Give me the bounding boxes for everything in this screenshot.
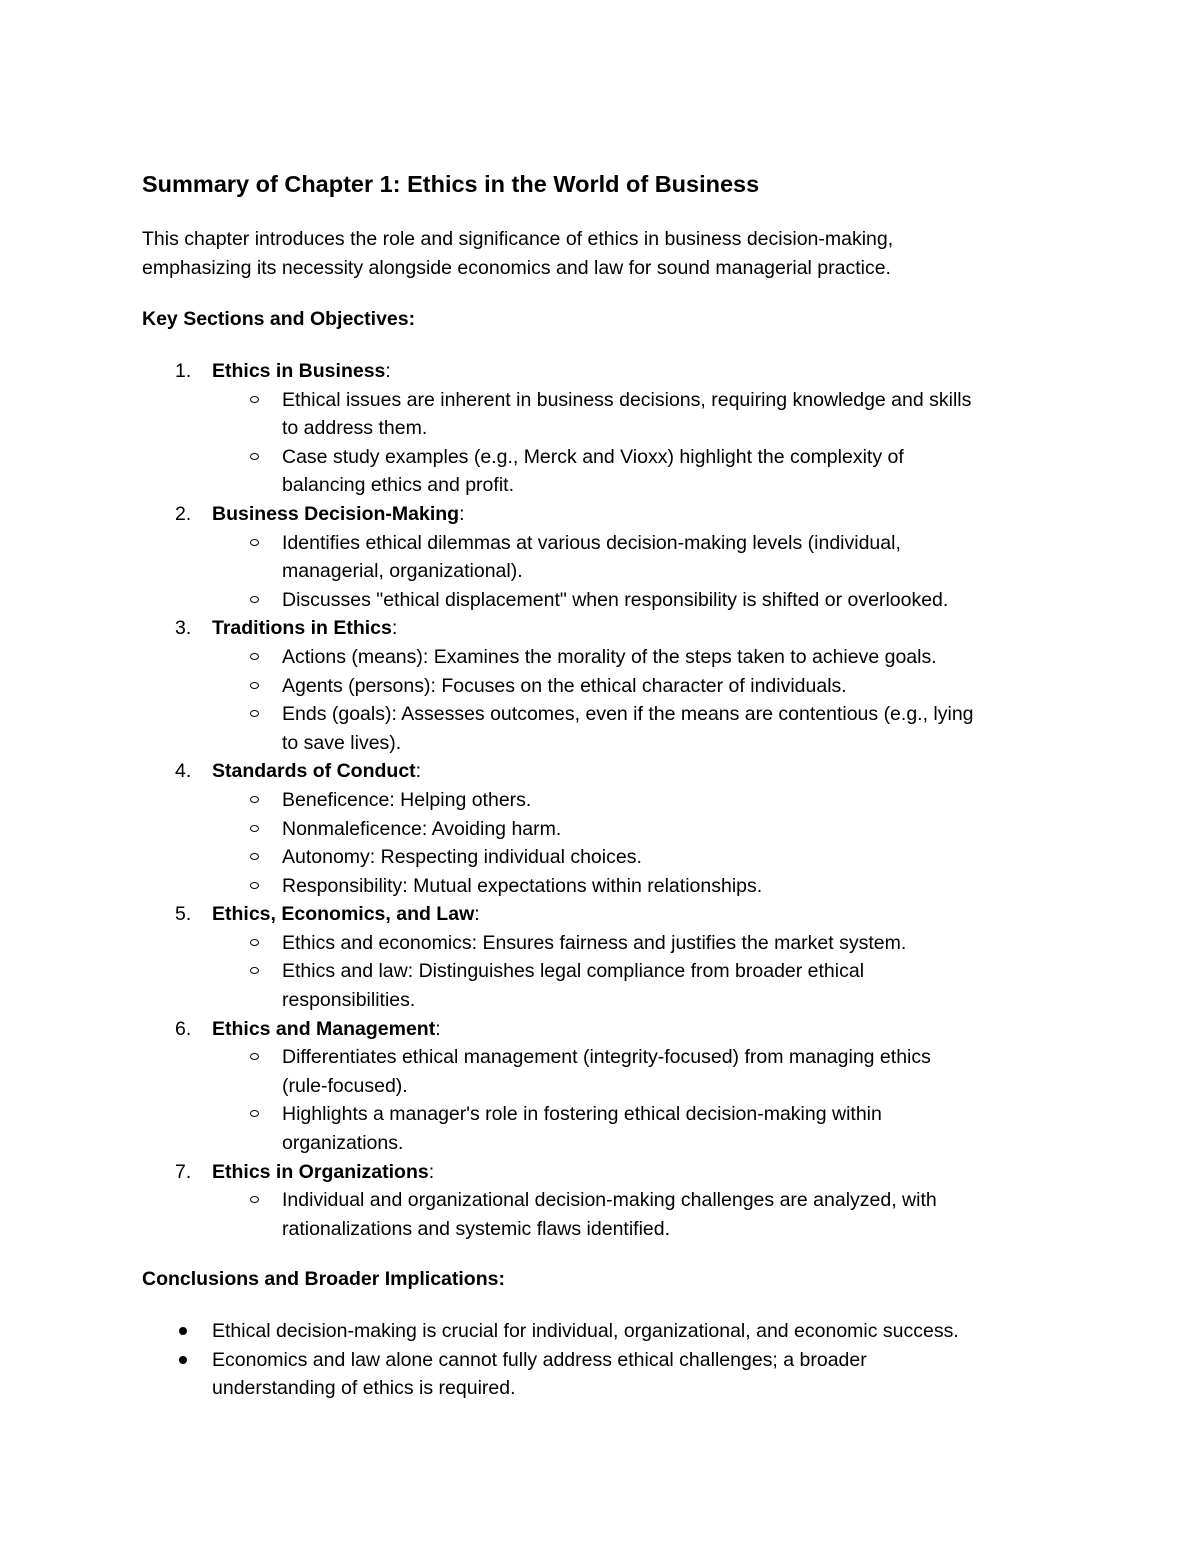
section-heading <box>212 357 1072 386</box>
hollow-circle-bullet-icon <box>250 682 259 689</box>
sub-bullet-text: Identifies ethical dilemmas at various decision-making levels (individual, <box>282 531 901 554</box>
sub-bullet-text: managerial, organizational). <box>282 560 523 583</box>
intro-line: This chapter introduces the role and significance of ethics in business decision-making, <box>142 228 894 250</box>
section-title: Business Decision-Making <box>212 502 460 525</box>
sub-bullet-item <box>142 815 1072 844</box>
sub-bullet-text: Differentiates ethical management (integrity-focused) from managing ethics <box>282 1046 931 1069</box>
sub-bullet-item <box>142 700 1072 757</box>
filled-circle-bullet-icon <box>179 1356 187 1364</box>
sub-bullet-item <box>142 386 1072 443</box>
conclusions-heading: Conclusions and Broader Implications: <box>142 1268 505 1290</box>
section-title: Ethics and Management <box>212 1017 436 1040</box>
hollow-circle-bullet-icon <box>250 939 259 946</box>
section-heading <box>212 757 1072 786</box>
sub-bullet-item <box>142 872 1072 901</box>
section-item <box>142 500 1072 614</box>
sub-bullet-item <box>142 957 1072 1014</box>
hollow-circle-bullet-icon <box>250 967 259 974</box>
hollow-circle-bullet-icon <box>250 853 259 860</box>
hollow-circle-bullet-icon <box>250 1196 259 1203</box>
section-title: Ethics in Organizations <box>212 1160 429 1183</box>
sub-bullet-text: Ethics and law: Distinguishes legal compliance from broader ethical <box>282 960 865 983</box>
section-colon: : <box>474 903 480 926</box>
sub-bullet-item <box>142 843 1072 872</box>
hollow-circle-bullet-icon <box>250 710 259 717</box>
conclusion-text: understanding of ethics is required. <box>212 1377 516 1400</box>
sub-bullet-text: Ends (goals): Assesses outcomes, even if the means are contentious (e.g., lying <box>282 703 974 726</box>
section-number: 5. <box>175 903 192 926</box>
sub-bullet-text: Discusses "ethical displacement" when responsibility is shifted or overlooked. <box>282 588 949 611</box>
section-item <box>142 900 1072 1014</box>
sub-bullet-text: Agents (persons): Focuses on the ethical character of individuals. <box>282 674 847 697</box>
section-item <box>142 1015 1072 1158</box>
sub-bullet-item <box>142 1186 1072 1243</box>
section-item <box>142 357 1072 500</box>
sections-list <box>142 357 1072 1243</box>
sub-bullet-text: (rule-focused). <box>282 1074 408 1097</box>
hollow-circle-bullet-icon <box>250 453 259 460</box>
hollow-circle-bullet-icon <box>250 653 259 660</box>
hollow-circle-bullet-icon <box>250 825 259 832</box>
section-title: Ethics, Economics, and Law <box>212 903 475 926</box>
hollow-circle-bullet-icon <box>250 1053 259 1060</box>
sub-bullet-item <box>142 586 1072 615</box>
sub-bullet-text: to save lives). <box>282 731 402 754</box>
section-colon: : <box>385 360 391 382</box>
conclusions-list <box>142 1317 1072 1403</box>
intro-paragraph <box>142 225 1042 283</box>
sub-bullet-text: Actions (means): Examines the morality of the steps taken to achieve goals. <box>282 645 937 668</box>
section-colon: : <box>435 1017 441 1040</box>
section-colon: : <box>428 1160 435 1183</box>
section-number: 2. <box>175 502 192 525</box>
section-title: Ethics in Business <box>212 360 386 382</box>
sub-bullet-text: Ethical issues are inherent in business decisions, requiring knowledge and skills <box>282 388 972 411</box>
sub-bullet-text: Ethics and economics: Ensures fairness and justifies the market system. <box>282 931 907 954</box>
filled-circle-bullet-icon <box>179 1327 187 1335</box>
section-heading <box>212 614 1072 643</box>
sub-bullet-item <box>142 529 1072 586</box>
sub-bullet-text: Case study examples (e.g., Merck and Vioxx) highlight the complexity of <box>282 445 904 468</box>
sub-bullet-text: Beneficence: Helping others. <box>282 788 532 811</box>
sub-bullet-item <box>142 672 1072 701</box>
sub-bullet-text: organizations. <box>282 1132 404 1155</box>
conclusion-item <box>142 1317 1072 1346</box>
conclusion-text: Economics and law alone cannot fully address ethical challenges; a broader <box>212 1348 867 1371</box>
sub-bullet-item <box>142 786 1072 815</box>
key-sections-heading: Key Sections and Objectives: <box>142 308 416 330</box>
hollow-circle-bullet-icon <box>250 882 259 889</box>
sub-bullet-item <box>142 443 1072 500</box>
section-heading <box>212 1015 1072 1044</box>
hollow-circle-bullet-icon <box>250 796 259 803</box>
section-item <box>142 614 1072 757</box>
sub-bullet-text: responsibilities. <box>282 989 416 1012</box>
section-title: Traditions in Ethics <box>212 617 392 640</box>
sub-bullet-item <box>142 643 1072 672</box>
sub-bullet-text: Individual and organizational decision-making challenges are analyzed, with <box>282 1189 937 1212</box>
section-item <box>142 1158 1072 1244</box>
sub-bullet-text: Highlights a manager's role in fostering ethical decision-making within <box>282 1103 882 1126</box>
sub-bullet-text: Nonmaleficence: Avoiding harm. <box>282 817 562 840</box>
section-heading <box>212 1158 1072 1187</box>
sub-bullet-text: balancing ethics and profit. <box>282 474 514 497</box>
sub-bullet-item <box>142 1043 1072 1100</box>
sub-bullet-text: to address them. <box>282 417 428 440</box>
sub-bullet-item <box>142 1100 1072 1157</box>
conclusion-item <box>142 1346 1072 1403</box>
document-title: Summary of Chapter 1: Ethics in the World of Business <box>142 171 760 197</box>
section-number: 7. <box>175 1160 192 1183</box>
section-colon: : <box>391 617 398 640</box>
section-colon: : <box>459 502 465 525</box>
sub-bullet-text: Responsibility: Mutual expectations within relationships. <box>282 874 763 897</box>
section-number: 6. <box>175 1017 192 1040</box>
hollow-circle-bullet-icon <box>250 396 259 403</box>
section-title: Standards of Conduct <box>212 760 416 783</box>
sub-bullet-item <box>142 929 1072 958</box>
hollow-circle-bullet-icon <box>250 539 259 546</box>
section-heading <box>212 500 1072 529</box>
sub-bullet-text: Autonomy: Respecting individual choices. <box>282 846 642 869</box>
section-item <box>142 757 1072 900</box>
hollow-circle-bullet-icon <box>250 596 259 603</box>
hollow-circle-bullet-icon <box>250 1110 259 1117</box>
section-colon: : <box>415 760 422 783</box>
sub-bullet-text: rationalizations and systemic flaws identified. <box>282 1217 671 1240</box>
section-number: 3. <box>175 617 192 640</box>
section-number: 4. <box>175 760 192 783</box>
section-number: 1. <box>175 360 192 382</box>
section-heading <box>212 900 1072 929</box>
intro-line: emphasizing its necessity alongside economics and law for sound managerial practice. <box>142 257 891 279</box>
conclusion-text: Ethical decision-making is crucial for individual, organizational, and economic success. <box>212 1320 959 1342</box>
